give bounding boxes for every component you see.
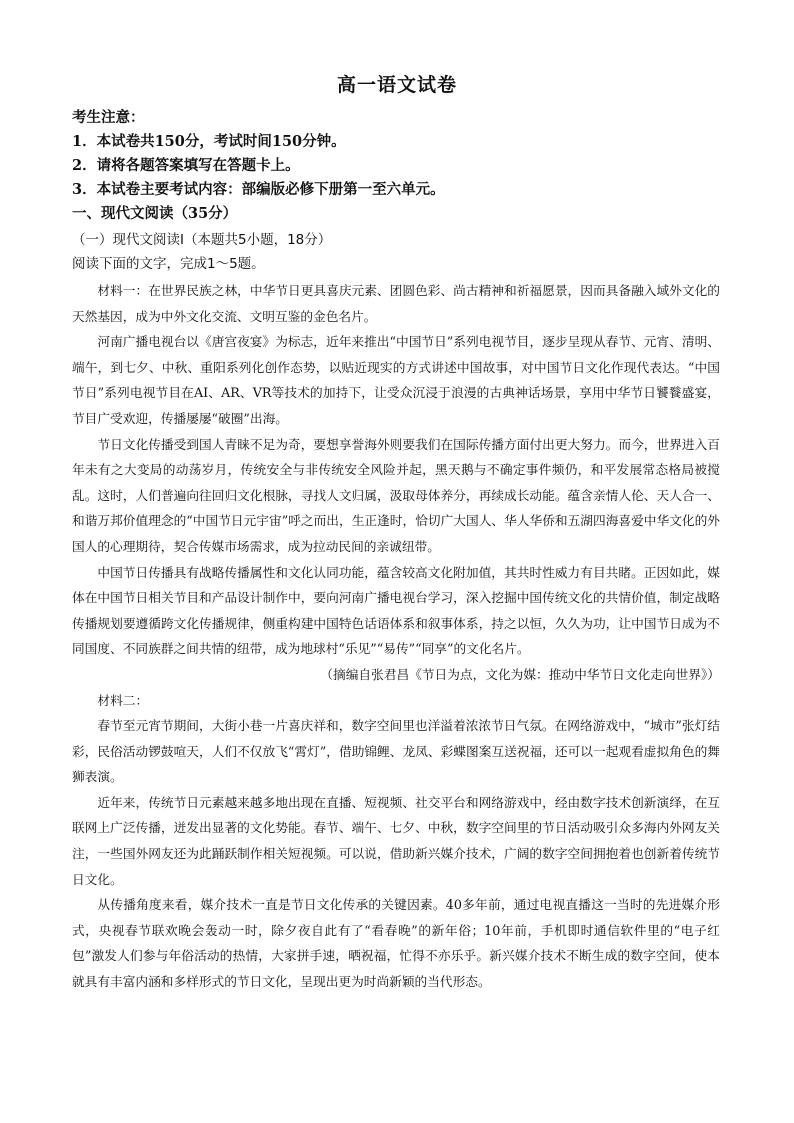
passage-paragraph: 从传播角度来看，媒介技术一直是节日文化传承的关键因素。40多年前，通过电视直播这一当时的先进媒介形式，央视春节联欢晚会轰动一时，除夕夜自此有了“看春晚”的新年俗；10年前，手机即时通信软件里的“电子红包”激发人们参与年俗活动的热情，大家拼手速，晒祝福，忙得不亦乐乎。新兴媒介技术不断生成的数字空间，使本就具有丰富内涵和多样形式的节日文化，呈现出更为时尚新颖的当代形态。 (72, 897, 720, 990)
passage-paragraph: 材料一：在世界民族之林，中华节日更具喜庆元素、团圆色彩、尚古精神和祈福愿景，因而具备融入域外文化的天然基因，成为中外文化交流、文明互鉴的金色名片。 (72, 283, 720, 324)
reading-instruction: 阅读下面的文字，完成1～5题。 (72, 256, 265, 272)
section-title: 一、现代文阅读（35分） (72, 205, 238, 222)
notice-item: 1．本试卷共150分，考试时间150分钟。 (72, 133, 346, 150)
passage-paragraph: 春节至元宵节期间，大街小巷一片喜庆祥和，数字空间里也洋溢着浓浓节日气氛。在网络游戏中，“城市”张灯结彩，民俗活动锣鼓喧天，人们不仅放飞“霄灯”，借助锦鲤、龙凤、彩蝶图案互送祝福，还可以一起观看虚拟角色的舞狮表演。 (72, 718, 720, 785)
passage-paragraph: 近年来，传统节日元素越来越多地出现在直播、短视频、社交平台和网络游戏中，经由数字技术创新演绎，在互联网上广泛传播，迸发出显著的文化势能。春节、端午、七夕、中秋，数字空间里的节日活动吸引众多海内外网友关注，一些国外网友还为此踊跃制作相关短视频。可以说，借助新兴媒介技术，广阔的数字空间拥抱着也创新着传统节日文化。 (72, 794, 720, 887)
material-heading: 材料二： (97, 692, 149, 708)
notice-item: 2．请将各题答案填写在答题卡上。 (72, 157, 300, 174)
reading-passage (72, 278, 720, 995)
notice-item: 3．本试卷主要考试内容：部编版必修下册第一至六单元。 (72, 181, 445, 198)
page-title: 高一语文试卷 (336, 74, 457, 96)
exam-notice (72, 106, 732, 202)
section-subtitle: （一）现代文阅读Ⅰ（本题共5小题，18分） (72, 232, 332, 248)
passage-paragraph: 中国节日传播具有战略传播属性和文化认同功能，蕴含较高文化附加值，其共时性威力有目共睹。正因如此，媒体在中国节日相关节目和产品设计制作中，要向河南广播电视台学习，深入挖掘中国传统文化的共情价值，制定战略传播规划要遵循跨文化传播规律，侧重构建中国特色话语体系和叙事体系，持之以恒，久久为功，让中国节日成为不同国度、不同族群之间共情的纽带，成为地球村“乐见”“易传”“同享”的文化名片。 (72, 564, 720, 657)
notice-heading: 考生注意： (72, 109, 145, 126)
passage-paragraph: 河南广播电视台以《唐宫夜宴》为标志，近年来推出“中国节日”系列电视节目，逐步呈现从春节、元宵、清明、端午，到七夕、中秋、重阳系列化创作态势，以贴近现实的方式讲述中国故事，对中国节日文化作现代表达。“中国节日”系列电视节目在AI、AR、VR等技术的加持下，让受众沉浸于浪漫的古典神话场景，享用中华节日饕餮盛宴，节目广受欢迎，传播屡屡“破圈”出海。 (72, 334, 720, 426)
passage-paragraph: 节日文化传播受到国人青睐不足为奇，要想享誉海外则要我们在国际传播方面付出更大努力。而今，世界进入百年未有之大变局的动荡岁月，传统安全与非传统安全风险并起，黑天鹅与不确定事件频仍，和平发展常态格局被搅乱。这时，人们普遍向往回归文化根脉，寻找人文归属，汲取母体养分，再续成长动能。蕴含亲情人伦、天人合一、和谐万邦价值理念的“中国节日元宇宙”呼之而出，生正逢时，恰切广大国人、华人华侨和五湖四海喜爱中华文化的外国人的心理期待，契合传媒市场需求，成为拉动民间的亲诚纽带。 (72, 436, 720, 554)
passage-source: （摘编自张君昌《节日为点，文化为媒：推动中华节日文化走向世界》） (320, 666, 720, 682)
